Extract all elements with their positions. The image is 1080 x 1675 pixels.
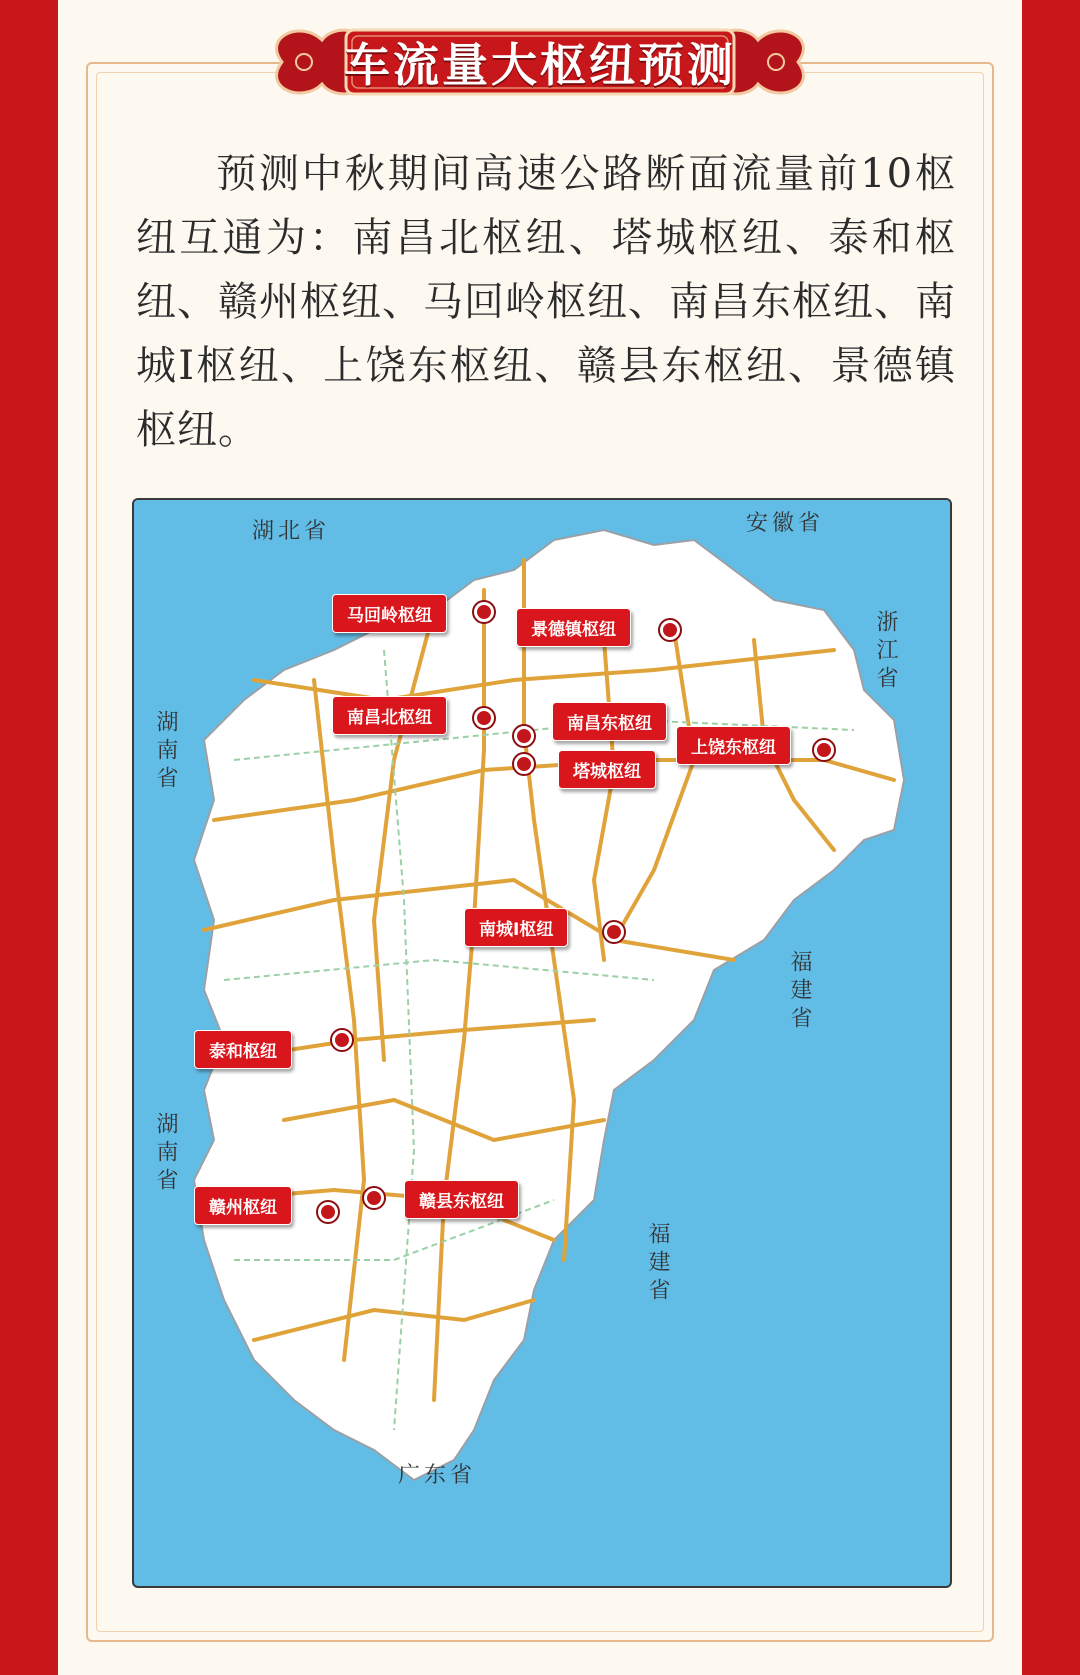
hub-marker-taihe xyxy=(332,1030,352,1050)
hub-marker-ganxiandong xyxy=(364,1188,384,1208)
label-anhui: 安徽省 xyxy=(746,511,825,536)
hub-label-ganzhou: 赣州枢纽 xyxy=(194,1186,292,1225)
hub-label-nanchangbei: 南昌北枢纽 xyxy=(332,696,447,735)
label-fujian-south: 福建省 xyxy=(645,1222,670,1306)
hub-label-nancheng: 南城I枢纽 xyxy=(464,908,568,947)
page-title: 车流量大枢纽预测 xyxy=(344,38,736,92)
hub-marker-nancheng xyxy=(604,922,624,942)
hub-label-shangraodong: 上饶东枢纽 xyxy=(676,726,791,765)
hub-label-ganxiandong: 赣县东枢纽 xyxy=(404,1180,519,1219)
hub-marker-ganzhou xyxy=(318,1202,338,1222)
label-hubei: 湖北省 xyxy=(252,519,331,544)
label-zhejiang: 浙江省 xyxy=(873,610,898,694)
title-banner xyxy=(262,16,818,108)
label-hunan-north: 湖南省 xyxy=(153,710,178,794)
hub-label-jingdezhen: 景德镇枢纽 xyxy=(516,608,631,647)
hub-label-mahuiling: 马回岭枢纽 xyxy=(332,594,447,633)
hub-label-tacheng: 塔城枢纽 xyxy=(558,750,656,789)
hub-marker-nanchangdong xyxy=(514,726,534,746)
hub-marker-shangraodong xyxy=(814,740,834,760)
label-fujian-north: 福建省 xyxy=(787,950,812,1034)
hub-marker-mahuiling xyxy=(474,602,494,622)
label-hunan-south: 湖南省 xyxy=(153,1112,178,1196)
hub-marker-nanchangbei xyxy=(474,708,494,728)
hub-marker-jingdezhen xyxy=(660,620,680,640)
intro-paragraph: 预测中秋期间高速公路断面流量前10枢纽互通为：南昌北枢纽、塔城枢纽、泰和枢纽、赣州枢纽、马回岭枢纽、南昌东枢纽、南城I枢纽、上饶东枢纽、赣县东枢纽、景德镇枢纽。 xyxy=(136,151,956,453)
hub-label-taihe: 泰和枢纽 xyxy=(194,1030,292,1069)
highway-map xyxy=(132,498,952,1588)
hub-marker-tacheng xyxy=(514,754,534,774)
hub-label-nanchangdong: 南昌东枢纽 xyxy=(552,702,667,741)
label-guangdong: 广东省 xyxy=(398,1463,477,1488)
